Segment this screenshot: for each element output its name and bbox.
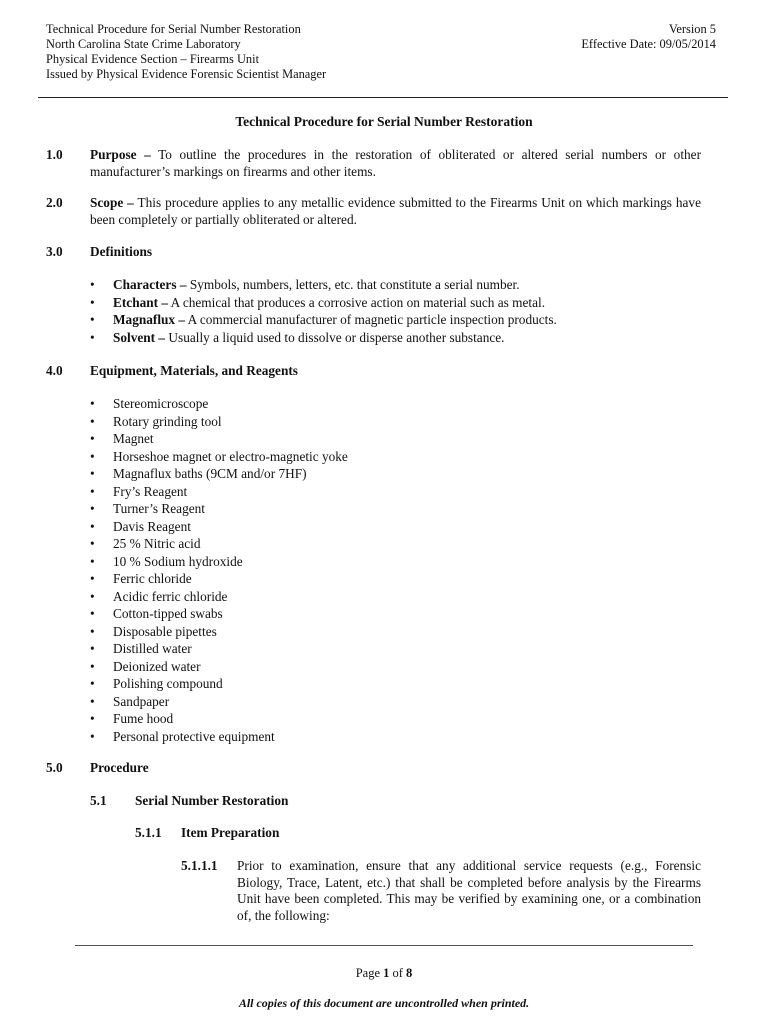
bullet: • bbox=[90, 728, 95, 744]
section-text: To outline the procedures in the restoration of obliterated or altered serial numbers or other manufacturer’s markings on firearms and other items. bbox=[90, 147, 701, 179]
definition-text: A commercial manufacturer of magnetic particle inspection products. bbox=[187, 312, 557, 327]
definition-text: Symbols, numbers, letters, etc. that constitute a serial number. bbox=[189, 277, 520, 292]
definition-item bbox=[113, 312, 557, 328]
definition-text: A chemical that produces a corrosive action on material such as metal. bbox=[170, 294, 546, 310]
equipment-item: Davis Reagent bbox=[113, 518, 191, 534]
definition-item bbox=[113, 277, 520, 293]
definition-item bbox=[113, 295, 545, 311]
version-label: Version 5 bbox=[668, 22, 716, 36]
section-number: 1.0 bbox=[46, 147, 63, 162]
page-of: of bbox=[392, 966, 403, 980]
clause-text: Prior to examination, ensure that any additional service requests (e.g., Forensic Biology, Trace, Latent, etc.) that shall be completed before analysis by the Firearms Unit have been completed. This may be verified by examining one, or a combination of, the following: bbox=[237, 858, 701, 923]
equipment-item: 25 % Nitric acid bbox=[113, 536, 201, 551]
bullet: • bbox=[90, 501, 95, 516]
equipment-item: Horseshoe magnet or electro-magnetic yoke bbox=[113, 448, 348, 464]
equipment-item: Turner’s Reagent bbox=[113, 501, 205, 516]
bullet: • bbox=[90, 553, 95, 569]
bullet: • bbox=[90, 294, 95, 310]
page-prefix: Page bbox=[355, 966, 380, 980]
header-line: Physical Evidence Section – Firearms Unit bbox=[46, 52, 260, 66]
equipment-item: Magnet bbox=[113, 431, 154, 446]
effective-date: Effective Date: 09/05/2014 bbox=[581, 37, 716, 51]
bullet: • bbox=[90, 588, 95, 604]
equipment-item: Acidic ferric chloride bbox=[113, 588, 228, 604]
footer-divider bbox=[75, 945, 693, 946]
subsection-number: 5.1 bbox=[90, 793, 107, 808]
header-divider bbox=[38, 97, 728, 98]
document-header-right bbox=[581, 22, 716, 52]
bullet: • bbox=[90, 641, 95, 656]
bullet: • bbox=[90, 312, 95, 327]
equipment-item: Personal protective equipment bbox=[113, 728, 275, 744]
equipment-item: Fume hood bbox=[113, 711, 174, 726]
equipment-item: Fry’s Reagent bbox=[113, 483, 188, 499]
equipment-item: Deionized water bbox=[113, 658, 201, 674]
header-line: North Carolina State Crime Laboratory bbox=[46, 37, 241, 51]
bullet: • bbox=[90, 711, 95, 726]
bullet: • bbox=[90, 606, 95, 621]
section-heading: Purpose – bbox=[90, 147, 151, 162]
bullet: • bbox=[90, 329, 95, 345]
subsection-number: 5.1.1 bbox=[135, 825, 162, 840]
uncontrolled-notice: All copies of this document are uncontrolled when printed. bbox=[238, 996, 530, 1010]
bullet: • bbox=[90, 413, 95, 429]
section-scope bbox=[90, 195, 701, 228]
document-header-left bbox=[46, 22, 326, 82]
bullet: • bbox=[90, 448, 95, 464]
bullet: • bbox=[90, 431, 95, 446]
equipment-item: Disposable pipettes bbox=[113, 623, 217, 639]
bullet: • bbox=[90, 518, 95, 534]
bullet: • bbox=[90, 466, 95, 481]
bullet: • bbox=[90, 571, 95, 586]
definition-term: Etchant – bbox=[113, 294, 169, 310]
definition-term: Characters – bbox=[113, 277, 187, 292]
page-current: 1 bbox=[383, 966, 390, 980]
bullet: • bbox=[90, 396, 95, 411]
section-number: 3.0 bbox=[46, 244, 63, 259]
bullet: • bbox=[90, 277, 95, 292]
section-purpose bbox=[90, 147, 701, 180]
bullet: • bbox=[90, 536, 95, 551]
equipment-item: Rotary grinding tool bbox=[113, 413, 222, 429]
section-heading: Procedure bbox=[90, 760, 149, 775]
equipment-item: Stereomicroscope bbox=[113, 396, 209, 411]
equipment-item: Sandpaper bbox=[113, 693, 170, 709]
section-number: 5.0 bbox=[46, 760, 63, 775]
section-heading: Scope – bbox=[90, 195, 134, 210]
page-total: 8 bbox=[406, 966, 413, 980]
bullet: • bbox=[90, 623, 95, 639]
equipment-item: 10 % Sodium hydroxide bbox=[113, 553, 243, 569]
definition-term: Magnaflux – bbox=[113, 312, 186, 327]
section-number: 4.0 bbox=[46, 363, 63, 378]
bullet: • bbox=[90, 693, 95, 709]
bullet: • bbox=[90, 676, 95, 691]
bullet: • bbox=[90, 658, 95, 674]
equipment-item: Magnaflux baths (9CM and/or 7HF) bbox=[113, 466, 307, 481]
page-number bbox=[0, 966, 768, 981]
section-heading: Definitions bbox=[90, 244, 153, 259]
equipment-item: Polishing compound bbox=[113, 676, 223, 691]
subsection-heading: Item Preparation bbox=[181, 825, 280, 840]
definition-item bbox=[113, 330, 504, 346]
equipment-item: Distilled water bbox=[113, 641, 192, 656]
definition-term: Solvent – bbox=[113, 329, 166, 345]
section-heading: Equipment, Materials, and Reagents bbox=[90, 363, 298, 378]
document-title: Technical Procedure for Serial Number Restoration bbox=[235, 114, 533, 129]
definition-text: Usually a liquid used to dissolve or disperse another substance. bbox=[168, 329, 505, 345]
equipment-item: Ferric chloride bbox=[113, 571, 192, 586]
clause-number: 5.1.1.1 bbox=[181, 858, 218, 873]
bullet: • bbox=[90, 483, 95, 499]
section-text: This procedure applies to any metallic evidence submitted to the Firearms Unit on which markings have been completely or partially obliterated or altered. bbox=[90, 195, 701, 227]
header-line: Technical Procedure for Serial Number Restoration bbox=[46, 22, 301, 36]
equipment-item: Cotton-tipped swabs bbox=[113, 606, 223, 621]
subsection-heading: Serial Number Restoration bbox=[135, 793, 289, 808]
section-number: 2.0 bbox=[46, 195, 63, 210]
header-line: Issued by Physical Evidence Forensic Scientist Manager bbox=[46, 67, 327, 81]
